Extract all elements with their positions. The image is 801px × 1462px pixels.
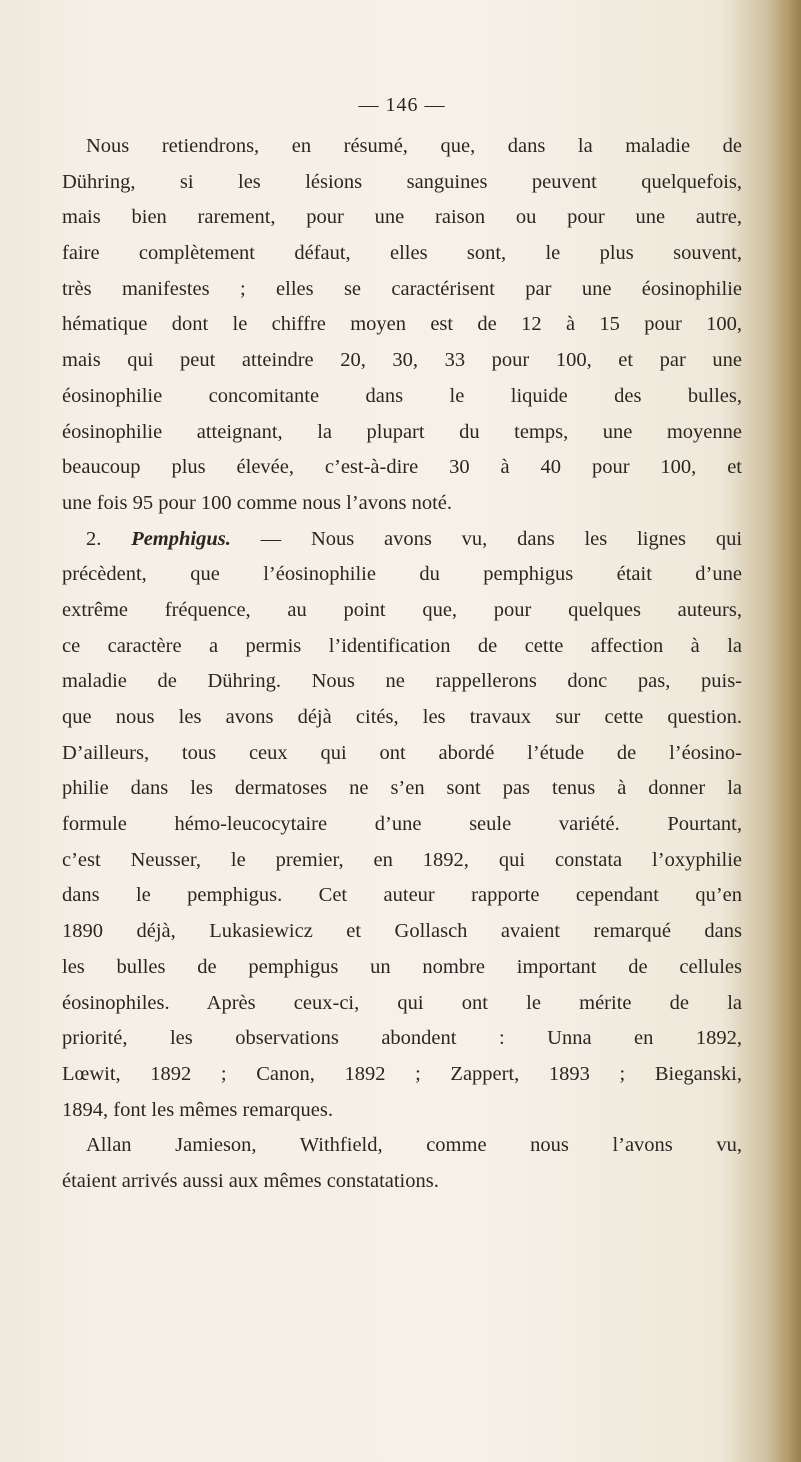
text-line: dans le pemphigus. Cet auteur rapporte cependant qu’en bbox=[62, 884, 742, 907]
text-line: ce caractère a permis l’identification de cette affection à la bbox=[62, 634, 742, 657]
paragraph-3 bbox=[62, 1128, 742, 1199]
text-line: Nous retiendrons, en résumé, que, dans la maladie de bbox=[86, 135, 742, 157]
text-line: D’ailleurs, tous ceux qui ont abordé l’étude de l’éosino- bbox=[62, 741, 742, 764]
text-line: les bulles de pemphigus un nombre important de cellules bbox=[62, 955, 742, 978]
text-line: précèdent, que l’éosinophilie du pemphigus était d’une bbox=[62, 563, 742, 586]
text-line: priorité, les observations abondent : Unna en 1892, bbox=[62, 1027, 742, 1050]
section-number: 2. bbox=[86, 527, 102, 550]
text-line: Dühring, si les lésions sanguines peuvent quelquefois, bbox=[62, 170, 742, 193]
section-heading: Pemphigus. bbox=[131, 527, 231, 550]
text-line: mais bien rarement, pour une raison ou pour une autre, bbox=[62, 206, 742, 229]
paragraph-2 bbox=[62, 522, 742, 1129]
text-line: 1894, font les mêmes remarques. bbox=[62, 1098, 333, 1121]
text-line: beaucoup plus élevée, c’est-à-dire 30 à 40 pour 100, et bbox=[62, 456, 742, 479]
text-line: Allan Jamieson, Withfield, comme nous l’avons vu, bbox=[86, 1134, 742, 1157]
text-line: une fois 95 pour 100 comme nous l’avons noté. bbox=[62, 491, 453, 514]
text-line: extrême fréquence, au point que, pour quelques auteurs, bbox=[62, 598, 742, 621]
text-line: — Nous avons vu, dans les lignes qui bbox=[260, 527, 743, 550]
text-line: c’est Neusser, le premier, en 1892, qui constata l’oxyphilie bbox=[62, 848, 742, 871]
page-number: — 146 — bbox=[358, 94, 446, 116]
text-line: éosinophilie concomitante dans le liquide des bulles, bbox=[62, 384, 742, 407]
text-line: mais qui peut atteindre 20, 30, 33 pour 100, et par une bbox=[62, 349, 742, 372]
text-line: hématique dont le chiffre moyen est de 12 à 15 pour 100, bbox=[62, 313, 742, 336]
text-line: éosinophilie atteignant, la plupart du temps, une moyenne bbox=[62, 420, 742, 443]
section-first-line bbox=[62, 522, 742, 558]
text-line: Lœwit, 1892 ; Canon, 1892 ; Zappert, 1893 ; Bieganski, bbox=[62, 1062, 742, 1085]
text-line: maladie de Dühring. Nous ne rappellerons donc pas, puis- bbox=[62, 670, 742, 693]
page-edge-shadow bbox=[767, 0, 801, 1462]
text-line: formule hémo-leucocytaire d’une seule variété. Pourtant, bbox=[62, 813, 742, 836]
text-line: philie dans les dermatoses ne s’en sont pas tenus à donner la bbox=[62, 777, 742, 800]
text-line: très manifestes ; elles se caractérisent par une éosinophilie bbox=[62, 277, 742, 300]
text-line: 1890 déjà, Lukasiewicz et Gollasch avaient remarqué dans bbox=[62, 920, 742, 943]
text-line: faire complètement défaut, elles sont, le plus souvent, bbox=[62, 242, 742, 265]
text-line: éosinophiles. Après ceux-ci, qui ont le mérite de la bbox=[62, 991, 742, 1014]
page-text bbox=[62, 92, 742, 1200]
paragraph-1 bbox=[62, 129, 742, 522]
text-line: que nous les avons déjà cités, les travaux sur cette question. bbox=[62, 706, 742, 728]
text-line: étaient arrivés aussi aux mêmes constatations. bbox=[62, 1169, 439, 1192]
